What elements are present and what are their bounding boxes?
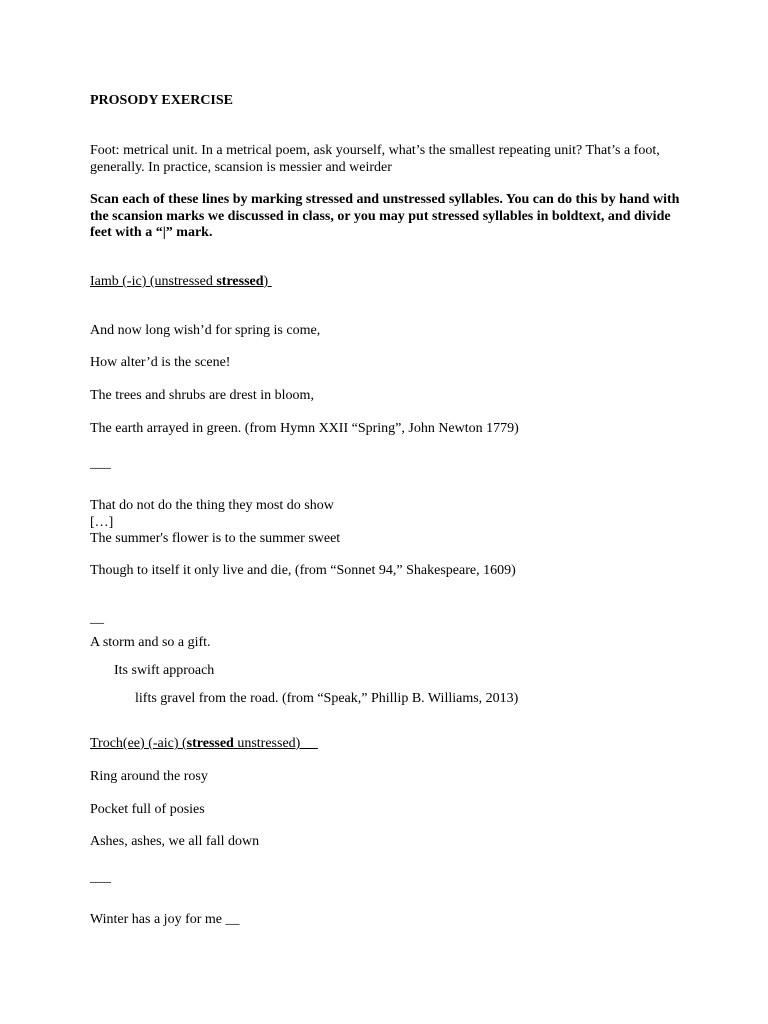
document-title: PROSODY EXERCISE xyxy=(90,93,234,108)
trochee-heading-suffix: unstressed) xyxy=(233,736,318,751)
williams-line-3: lifts gravel from the road. (from “Speak,” Phillip B. Williams, 2013) xyxy=(135,691,519,706)
instructions-line-3: feet with a “|” mark. xyxy=(90,225,213,240)
rosy-line-3: Ashes, ashes, we all fall down xyxy=(90,834,260,849)
shakespeare-line-3: Though to itself it only live and die, (from “Sonnet 94,” Shakespeare, 1609) xyxy=(90,563,516,578)
shakespeare-line-1: That do not do the thing they most do show xyxy=(90,498,334,513)
divider-2: __ xyxy=(90,611,104,626)
intro-line-2: generally. In practice, scansion is messier and weirder xyxy=(90,160,392,175)
newton-line-4: The earth arrayed in green. (from Hymn XXII “Spring”, John Newton 1779) xyxy=(90,421,519,436)
shakespeare-ellipsis: […] xyxy=(90,515,114,530)
instructions-line-1: Scan each of these lines by marking stressed and unstressed syllables. You can do this by hand with xyxy=(90,192,680,207)
newton-line-1: And now long wish’d for spring is come, xyxy=(90,323,321,338)
trochee-heading-bold: stressed xyxy=(186,736,234,751)
divider-3: ___ xyxy=(90,870,111,885)
iamb-heading xyxy=(90,273,272,290)
rosy-line-2: Pocket full of posies xyxy=(90,802,205,817)
trochee-heading xyxy=(90,735,318,752)
divider-1: ___ xyxy=(90,456,111,471)
iamb-heading-bold: stressed xyxy=(216,274,264,289)
instructions-line-2: the scansion marks we discussed in class, or you may put stressed syllables in boldtext, and divide xyxy=(90,209,671,224)
iamb-heading-prefix: Iamb (-ic) (unstressed xyxy=(90,274,217,289)
rosy-line-1: Ring around the rosy xyxy=(90,769,208,784)
trochee-heading-prefix: Troch(ee) (-aic) ( xyxy=(90,736,187,751)
newton-line-2: How alter’d is the scene! xyxy=(90,355,231,370)
iamb-heading-suffix: ) xyxy=(263,274,272,289)
williams-line-1: A storm and so a gift. xyxy=(90,635,211,650)
shakespeare-line-2: The summer's flower is to the summer sweet xyxy=(90,531,341,546)
winter-line: Winter has a joy for me __ xyxy=(90,912,240,927)
newton-line-3: The trees and shrubs are drest in bloom, xyxy=(90,388,314,403)
intro-line-1: Foot: metrical unit. In a metrical poem, ask yourself, what’s the smallest repeating unit? That’s a foot, xyxy=(90,143,660,158)
williams-line-2: Its swift approach xyxy=(114,663,215,678)
